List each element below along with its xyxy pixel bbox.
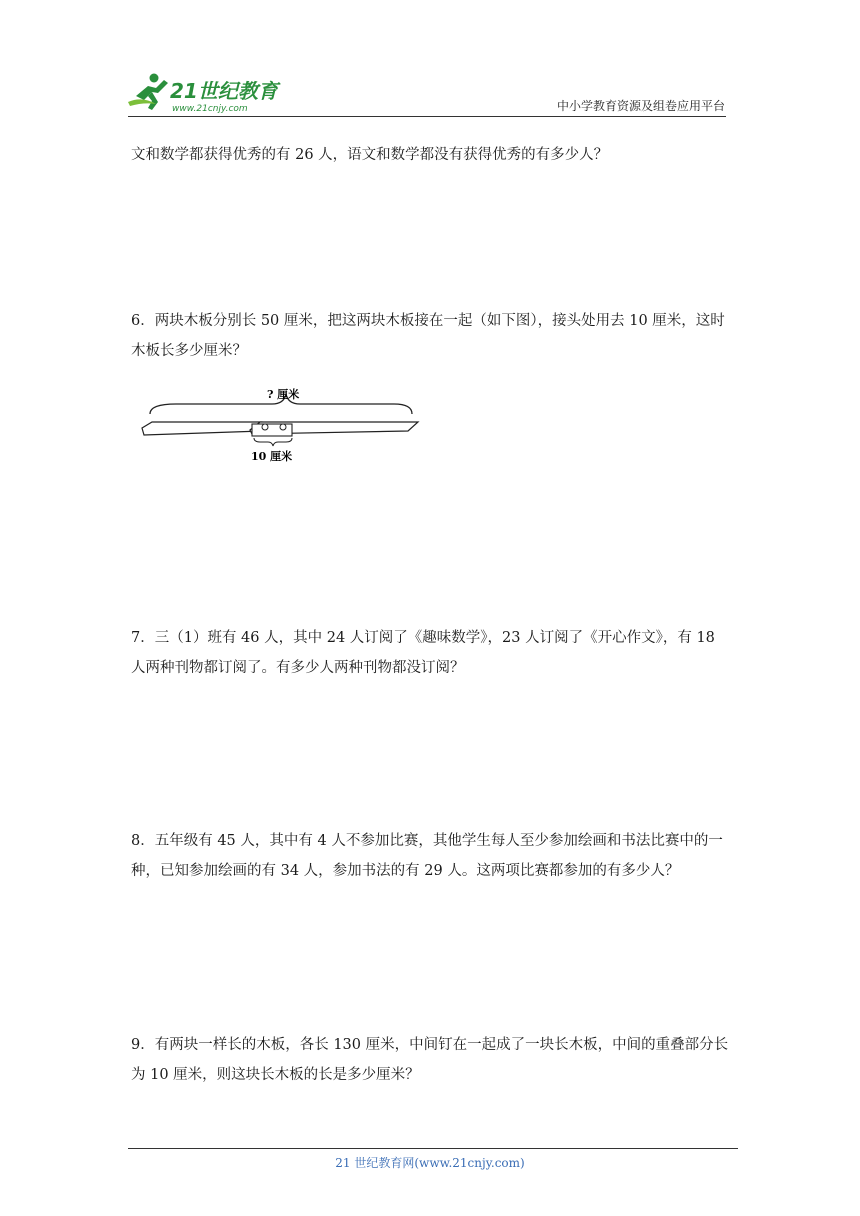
overlap-length-label: 10 厘米 [251, 450, 293, 463]
question-7: 7．三（1）班有 46 人，其中 24 人订阅了《趣味数学》，23 人订阅了《开心作文》，有 18 人两种刊物都订阅了。有多少人两种刊物都没订阅？ [131, 630, 715, 676]
wooden-boards-figure [136, 380, 426, 470]
logo-main-text: 21世纪教育 [170, 79, 278, 103]
platform-name: 中小学教育资源及组卷应用平台 [556, 99, 725, 113]
nail-icon [262, 424, 268, 430]
question-9: 9．有两块一样长的木板，各长 130 厘米，中间钉在一起成了一块长木板，中间的重叠部分长为 10 厘米，则这块长木板的长是多少厘米？ [131, 1037, 729, 1083]
left-board [142, 422, 262, 435]
question-5-continuation: 文和数学都获得优秀的有 26 人，语文和数学都没有获得优秀的有多少人？ [131, 147, 609, 163]
unknown-length-label: ? 厘米 [267, 388, 300, 401]
footer-link[interactable]: 21 世纪教育网(www.21cnjy.com) [335, 1156, 525, 1170]
nail-icon [280, 424, 286, 430]
footer-divider [128, 1148, 738, 1149]
question-8: 8．五年级有 45 人，其中有 4 人不参加比赛，其他学生每人至少参加绘画和书法比赛中的一种，已知参加绘画的有 34 人，参加书法的有 29 人。这两项比赛都参加的有多少人？ [131, 833, 723, 879]
question-6: 6．两块木板分别长 50 厘米，把这两块木板接在一起（如下图），接头处用去 10 厘米，这时木板长多少厘米？ [131, 313, 725, 359]
overlap-brace [254, 438, 292, 446]
site-logo [122, 66, 292, 116]
runner-icon [128, 74, 168, 111]
logo-url-text: www.21cnjy.com [172, 104, 248, 114]
header-divider [128, 116, 726, 117]
